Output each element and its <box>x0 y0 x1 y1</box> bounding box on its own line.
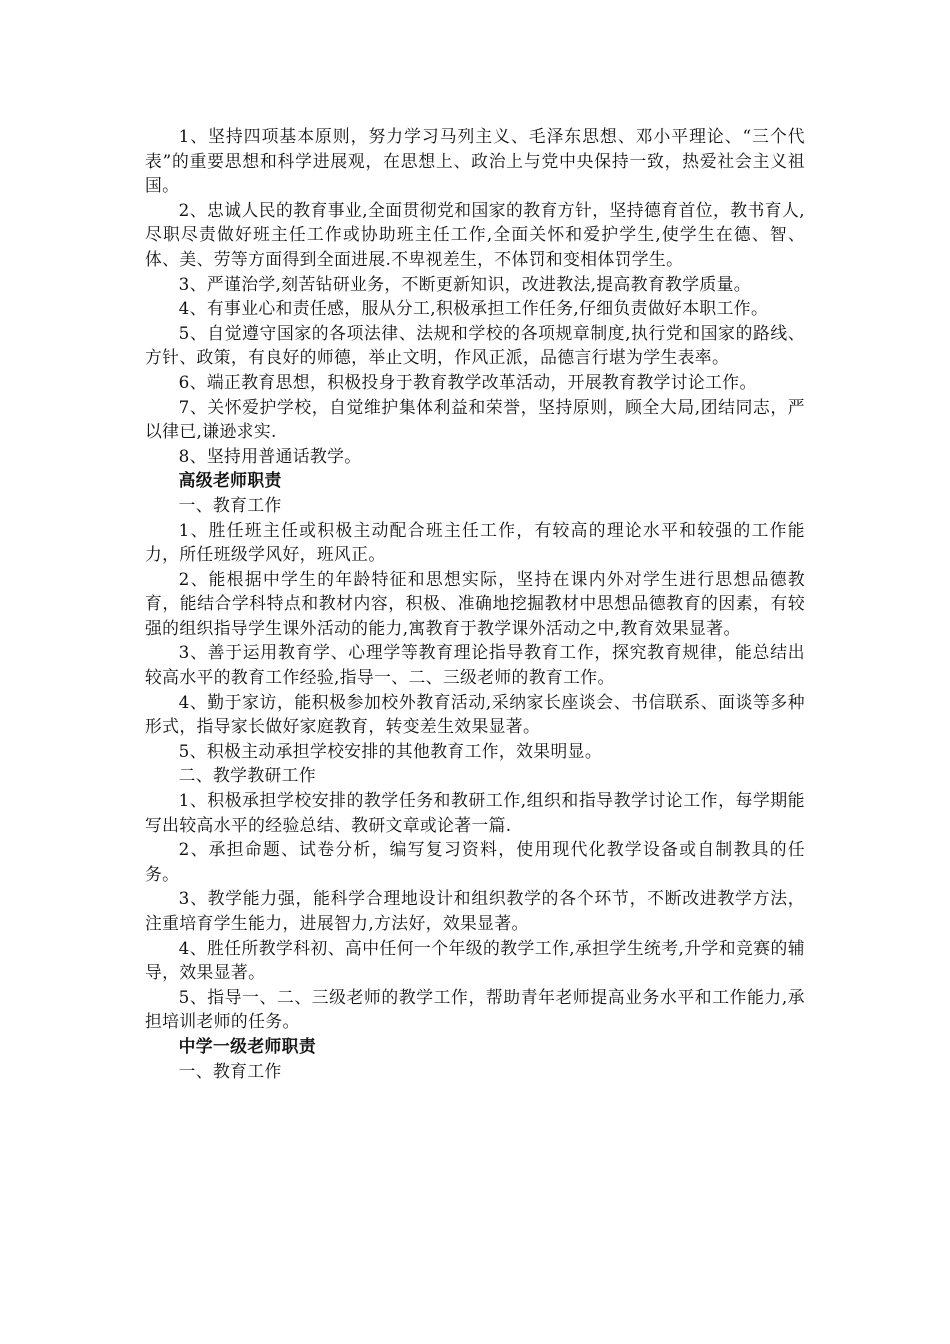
paragraph-principle-3: 3、严谨治学,刻苦钻研业务，不断更新知识，改进教法,提高教育教学质量。 <box>178 273 751 294</box>
paragraph-education-5: 5、积极主动承担学校安排的其他教育工作，效果明显。 <box>178 740 603 761</box>
subsection-heading-teaching-research: 二、教学教研工作 <box>178 765 317 786</box>
paragraph-education-1: 1、胜任班主任或积极主动配合班主任工作，有较高的理论水平和较强的工作能力，所任班级学风好，班风正。 <box>145 519 805 565</box>
section-heading-senior-teacher: 高级老师职责 <box>178 470 282 491</box>
paragraph-principle-4: 4、有事业心和责任感，服从分工,积极承担工作任务,仔细负责做好本职工作。 <box>178 298 769 319</box>
paragraph-teaching-4: 4、胜任所教学科初、高中任何一个年级的教学工作,承担学生统考,升学和竞赛的辅导，效果显著。 <box>145 937 805 983</box>
paragraph-education-3: 3、善于运用教育学、心理学等教育理论指导教育工作，探究教育规律，能总结出较高水平的教育工作经验,指导一、二、三级老师的教育工作。 <box>145 642 805 688</box>
document-page <box>145 124 805 1083</box>
paragraph-principle-5: 5、自觉遵守国家的各项法律、法规和学校的各项规章制度,执行党和国家的路线、方针、政策，有良好的师德，举止文明，作风正派，品德言行堪为学生表率。 <box>145 322 805 368</box>
paragraph-teaching-3: 3、教学能力强，能科学合理地设计和组织教学的各个环节，不断改进教学方法，注重培育学生能力，进展智力,方法好，效果显著。 <box>145 888 805 933</box>
paragraph-education-4: 4、勤于家访，能积极参加校外教育活动,采纳家长座谈会、书信联系、面谈等多种形式，指导家长做好家庭教育，转变差生效果显著。 <box>145 691 805 737</box>
paragraph-teaching-5: 5、指导一、二、三级老师的教学工作，帮助青年老师提高业务水平和工作能力,承担培训老师的任务。 <box>145 986 805 1032</box>
paragraph-principle-8: 8、坚持用普通话教学。 <box>178 445 362 466</box>
paragraph-principle-6: 6、端正教育思想，积极投身于教育教学改革活动，开展教育教学讨论工作。 <box>178 371 757 392</box>
paragraph-teaching-2: 2、承担命题、试卷分析，编写复习资料，使用现代化教学设备或自制教具的任务。 <box>145 839 805 884</box>
paragraph-principle-2: 2、忠诚人民的教育事业,全面贯彻党和国家的教育方针，坚持德育首位，教书育人,尽职尽责做好班主任工作或协助班主任工作,全面关怀和爱护学生,使学生在德、智、体、美、劳等方面得到全面进展.不卑视差生，不体罚和变相体罚学生。 <box>145 199 805 269</box>
paragraph-teaching-1: 1、积极承担学校安排的教学任务和教研工作,组织和指导教学讨论工作，每学期能写出较高水平的经验总结、教研文章或论著一篇. <box>145 790 805 835</box>
paragraph-education-2: 2、能根据中学生的年龄特征和思想实际，坚持在课内外对学生进行思想品德教育，能结合学科特点和教材内容，积极、准确地挖掘教材中思想品德教育的因素，有较强的组织指导学生课外活动的能力,寓教育于教学课外活动之中,教育效果显著。 <box>145 568 805 638</box>
paragraph-principle-1: 1、坚持四项基本原则，努力学习马列主义、毛泽东思想、邓小平理论、“三个代表”的重要思想和科学进展观，在思想上、政治上与党中央保持一致，热爱社会主义祖国。 <box>145 126 805 196</box>
subsection-heading-education-2: 一、教育工作 <box>178 1060 282 1081</box>
subsection-heading-education: 一、教育工作 <box>178 494 282 515</box>
paragraph-principle-7: 7、关怀爱护学校，自觉维护集体利益和荣誉，坚持原则，顾全大局,团结同志，严以律已,谦逊求实. <box>145 396 805 442</box>
section-heading-first-grade-teacher: 中学一级老师职责 <box>178 1035 317 1056</box>
